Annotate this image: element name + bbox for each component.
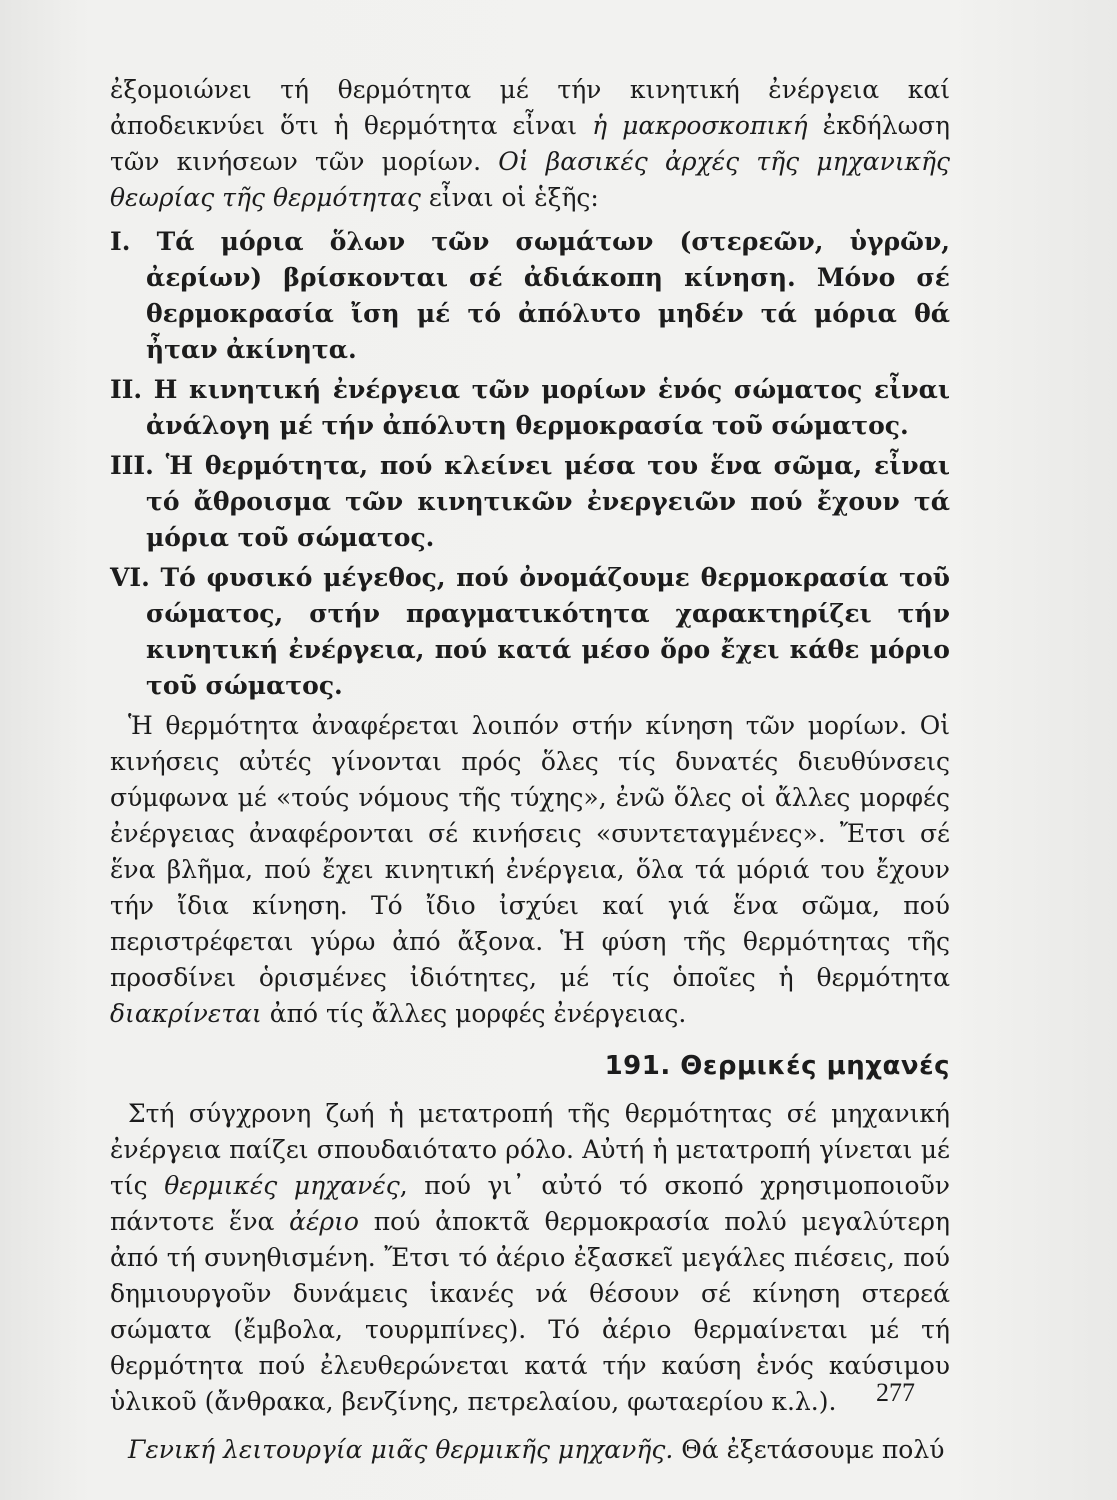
section-heading: 191. Θερμικές μηχανές [604, 1051, 950, 1081]
motion-paragraph [110, 708, 950, 1032]
principles-list [110, 224, 950, 704]
text-run: Θά ἐξετάσουμε πολύ [673, 1435, 945, 1464]
italic-run: Γενική λειτουργία μιᾶς θερμικῆς μηχανῆς. [128, 1435, 674, 1464]
italic-run: ἀέριο [289, 1207, 359, 1236]
intro-paragraph [110, 72, 950, 216]
principle-3: III. Ἡ θερμότητα, πού κλείνει μέσα του ἕνα σῶμα, εἶναι τό ἄθροισμα τῶν κινητικῶν ἐνεργειῶν πού ἔχουν τά μόρια τοῦ σώματος. [110, 451, 950, 552]
text-run: εἶναι οἱ ἑξῆς: [420, 183, 599, 212]
text-run: Στή σύγχρονη ζωή ἡ μετατροπή τῆς θερμότητας σέ μηχανική ἐνέργεια παίζει σπουδαιότατο ρόλο. Αὐτή ἡ μετατροπή γίνεται μέ τίς [110, 1099, 950, 1200]
italic-run: ἡ μακροσκοπική [592, 111, 808, 140]
page-number: 277 [876, 1378, 915, 1407]
text-run: Ἡ θερμότητα ἀναφέρεται λοιπόν στήν κίνηση τῶν μορίων. Οἱ κινήσεις αὐτές γίνονται πρός ὅλες τίς δυνατές διευθύνσεις σύμφωνα μέ «τούς νόμους τῆς τύχης», ἐνῶ ὅλες οἱ ἄλλες μορφές ἐνέργειας ἀναφέρονται σέ κινήσεις «συντεταγμένες». Ἔτσι σέ ἕνα βλῆμα, πού ἔχει κινητική ἐνέργεια, ὅλα τά μόριά του ἔχουν τήν ἴδια κίνηση. Τό ἴδιο ἰσχύει καί γιά ἕνα σῶμα, πού περιστρέφεται γύρω ἀπό ἄξονα. Ἡ φύση τῆς θερμότητας τῆς προσδίνει ὁρισμένες ἰδιότητες, μέ τίς ὁποῖες ἡ θερμότητα [110, 711, 950, 992]
text-run: ἀπό τίς ἄλλες μορφές ἐνέργειας. [261, 999, 687, 1028]
text-column [110, 72, 950, 1468]
italic-run: διακρίνεται [110, 999, 262, 1028]
principle-1: I. Τά μόρια ὅλων τῶν σωμάτων (στερεῶν, ὑγρῶν, ἀερίων) βρίσκονται σέ ἀδιάκοπη κίνηση. Μόνο σέ θερμοκρασία ἴση μέ τό ἀπόλυτο μηδέν τά μόρια θά ἦταν ἀκίνητα. [110, 227, 950, 364]
text-run: πού ἀποκτᾶ θερμοκρασία πολύ μεγαλύτερη ἀπό τή συνηθισμένη. Ἔτσι τό ἀέριο ἐξασκεῖ μεγάλες πιέσεις, πού δημιουργοῦν δυνάμεις ἱκανές νά θέσουν σέ κίνηση στερεά σώματα (ἔμβολα, τουρμπίνες). Τό ἀέριο θερμαίνεται μέ τή θερμότητα πού ἐλευθερώνεται κατά τήν καύση ἑνός καύσιμου ὑλικοῦ (ἄνθρακα, βενζίνης, πετρελαίου, φωταερίου κ.λ.). [110, 1207, 950, 1416]
italic-run: Οἱ βασικές ἀρχές τῆς μηχανικῆς θεωρίας τῆς θερμότητας [110, 147, 950, 212]
engines-paragraph [110, 1096, 950, 1420]
text-run: , πού γι᾽ αὐτό τό σκοπό χρησιμοποιοῦν πάντοτε ἕνα [110, 1171, 950, 1236]
text-run: ἐξομοιώνει τή θερμότητα μέ τήν κινητική ἐνέργεια καί ἀποδεικνύει ὅτι ἡ θερμότητα εἶναι [110, 75, 950, 140]
general-operation-paragraph [110, 1432, 950, 1468]
principle-4: VI. Τό φυσικό μέγεθος, πού ὀνομάζουμε θερμοκρασία τοῦ σώματος, στήν πραγματικότητα χαρακτηρίζει τήν κινητική ἐνέργεια, πού κατά μέσο ὅρο ἔχει κάθε μόριο τοῦ σώματος. [110, 563, 950, 700]
italic-run: θερμικές μηχανές [164, 1171, 400, 1200]
text-run: ἐκδήλωση τῶν κινήσεων τῶν μορίων. [110, 111, 950, 176]
principle-2: II. Η κινητική ἐνέργεια τῶν μορίων ἑνός σώματος εἶναι ἀνάλογη μέ τήν ἀπόλυτη θερμοκρασία τοῦ σώματος. [110, 375, 950, 440]
